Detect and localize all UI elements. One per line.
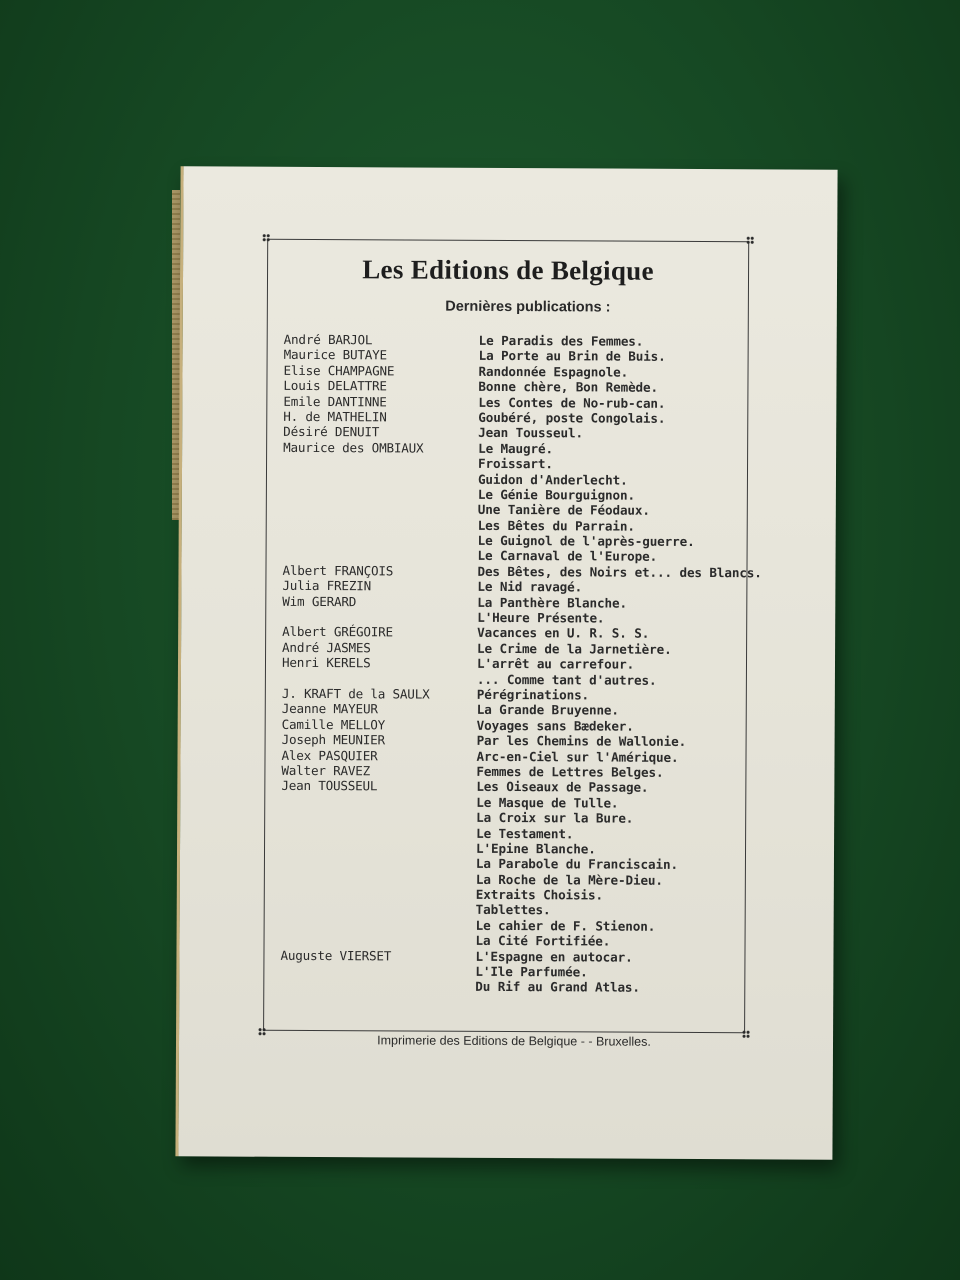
author-name <box>283 517 483 518</box>
work-title: Guidon d'Anderlecht. <box>477 471 628 488</box>
work-title: Les Contes de No-rub-can. <box>478 394 666 411</box>
author-name: Auguste VIERSET <box>280 947 392 964</box>
work-title: Froissart. <box>478 455 553 472</box>
work-title: Femmes de Lettres Belges. <box>476 763 664 780</box>
author-name <box>281 886 481 887</box>
author-name: Jean TOUSSEUL <box>281 778 378 794</box>
printer-footer: Imprimerie des Editions de Belgique - - Bruxelles. <box>377 1033 651 1049</box>
book-back-cover <box>175 166 837 1159</box>
author-name <box>281 840 481 841</box>
work-title: Le Carnaval de l'Europe. <box>477 548 658 565</box>
author-name <box>282 609 482 610</box>
corner-ornament-icon <box>262 234 270 242</box>
work-title: La Parabole du Franciscain. <box>475 856 679 873</box>
author-name <box>283 486 483 487</box>
work-title: Extraits Choisis. <box>475 886 604 903</box>
work-title: Le Paradis des Femmes. <box>478 332 644 349</box>
author-name: Walter RAVEZ <box>281 762 371 779</box>
work-title: La Roche de la Mère-Dieu. <box>475 871 663 888</box>
publications-subtitle: Dernières publications : <box>445 298 611 316</box>
work-title: Voyages sans Bædeker. <box>476 717 634 734</box>
work-title: La Croix sur la Bure. <box>476 809 634 826</box>
author-name: André JASMES <box>282 639 371 656</box>
publisher-title: Les Editions de Belgique <box>362 254 654 286</box>
author-name <box>281 855 481 856</box>
work-title: La Porte au Brin de Buis. <box>478 348 666 365</box>
work-title: Vacances en U. R. S. S. <box>477 625 650 642</box>
author-name: Julia FREZIN <box>282 578 372 594</box>
decorative-frame <box>263 239 762 1034</box>
work-title: Le cahier de F. Stienon. <box>475 917 656 934</box>
work-title: Tablettes. <box>475 902 551 918</box>
author-name: Louis DELATTRE <box>283 378 387 394</box>
author-name <box>283 532 483 533</box>
work-title: L'Ile Parfumée. <box>475 963 588 980</box>
work-title: Le Génie Bourguignon. <box>477 486 636 503</box>
author-name <box>281 870 481 871</box>
author-name: Jeanne MAYEUR <box>281 701 378 717</box>
author-name: Maurice BUTAYE <box>283 347 388 363</box>
author-name: André BARJOL <box>283 331 373 348</box>
author-name: Maurice des OMBIAUX <box>283 439 424 456</box>
work-title: L'arrêt au carrefour. <box>476 656 635 672</box>
author-name <box>281 794 481 795</box>
publication-list <box>280 331 762 996</box>
work-title: Bonne chère, Bon Remède. <box>478 379 659 395</box>
author-name <box>281 901 481 902</box>
work-title: Pérégrinations. <box>476 686 590 703</box>
author-name <box>283 455 483 456</box>
work-title: Une Tanière de Féodaux. <box>477 502 650 519</box>
work-title: Arc-en-Ciel sur l'Amérique. <box>476 748 679 765</box>
work-title: La Cité Fortifiée. <box>475 933 611 949</box>
author-name: Joseph MEUNIER <box>281 731 385 748</box>
author-name: Camille MELLOY <box>281 716 386 733</box>
work-title: L'Espagne en autocar. <box>475 948 633 965</box>
author-name <box>282 670 482 671</box>
author-name <box>281 917 481 918</box>
work-title: Les Oiseaux de Passage. <box>476 779 649 796</box>
work-title: Du Rif au Grand Atlas. <box>475 979 640 996</box>
author-name: Emile DANTINNE <box>283 393 387 409</box>
author-name <box>281 824 481 825</box>
author-name <box>280 978 480 979</box>
work-title: L'Epine Blanche. <box>475 840 596 857</box>
author-name: Albert GRÉGOIRE <box>282 624 393 640</box>
author-name: Albert FRANÇOIS <box>282 562 394 579</box>
work-title: Le Masque de Tulle. <box>476 794 619 811</box>
author-name: Désiré DENUIT <box>283 424 380 440</box>
author-name: Elise CHAMPAGNE <box>283 362 395 379</box>
author-name <box>281 932 481 933</box>
work-title: ... Comme tant d'autres. <box>476 671 657 688</box>
work-title: Les Bêtes du Parrain. <box>477 517 635 534</box>
list-item <box>280 978 750 996</box>
author-name: Alex PASQUIER <box>281 747 378 763</box>
work-title: Par les Chemins de Wallonie. <box>476 733 687 750</box>
work-title: La Panthère Blanche. <box>477 594 628 611</box>
author-name: Wim GERARD <box>282 593 357 609</box>
work-title: Goubéré, poste Congolais. <box>478 409 666 426</box>
work-title: Le Maugré. <box>478 440 553 456</box>
author-name <box>283 501 483 502</box>
work-title: L'Heure Présente. <box>477 609 605 626</box>
author-name <box>283 470 483 471</box>
author-name <box>283 547 483 548</box>
work-title: Randonnée Espagnole. <box>478 363 629 380</box>
work-title: Le Crime de la Jarnetière. <box>477 640 672 657</box>
author-name: H. de MATHELIN <box>283 408 387 425</box>
work-title: Le Nid ravagé. <box>477 579 583 595</box>
author-name <box>281 809 481 810</box>
work-title: Le Guignol de l'après-guerre. <box>477 532 695 550</box>
work-title: Des Bêtes, des Noirs et... des Blancs. <box>477 563 762 581</box>
author-name: J. KRAFT de la SAULX <box>281 685 430 702</box>
work-title: Jean Tousseul. <box>478 425 583 441</box>
corner-ornament-icon <box>746 236 754 244</box>
work-title: La Grande Bruyenne. <box>476 702 619 718</box>
author-name <box>280 963 480 964</box>
author-name: Henri KERELS <box>281 655 371 671</box>
work-title: Le Testament. <box>476 825 574 841</box>
